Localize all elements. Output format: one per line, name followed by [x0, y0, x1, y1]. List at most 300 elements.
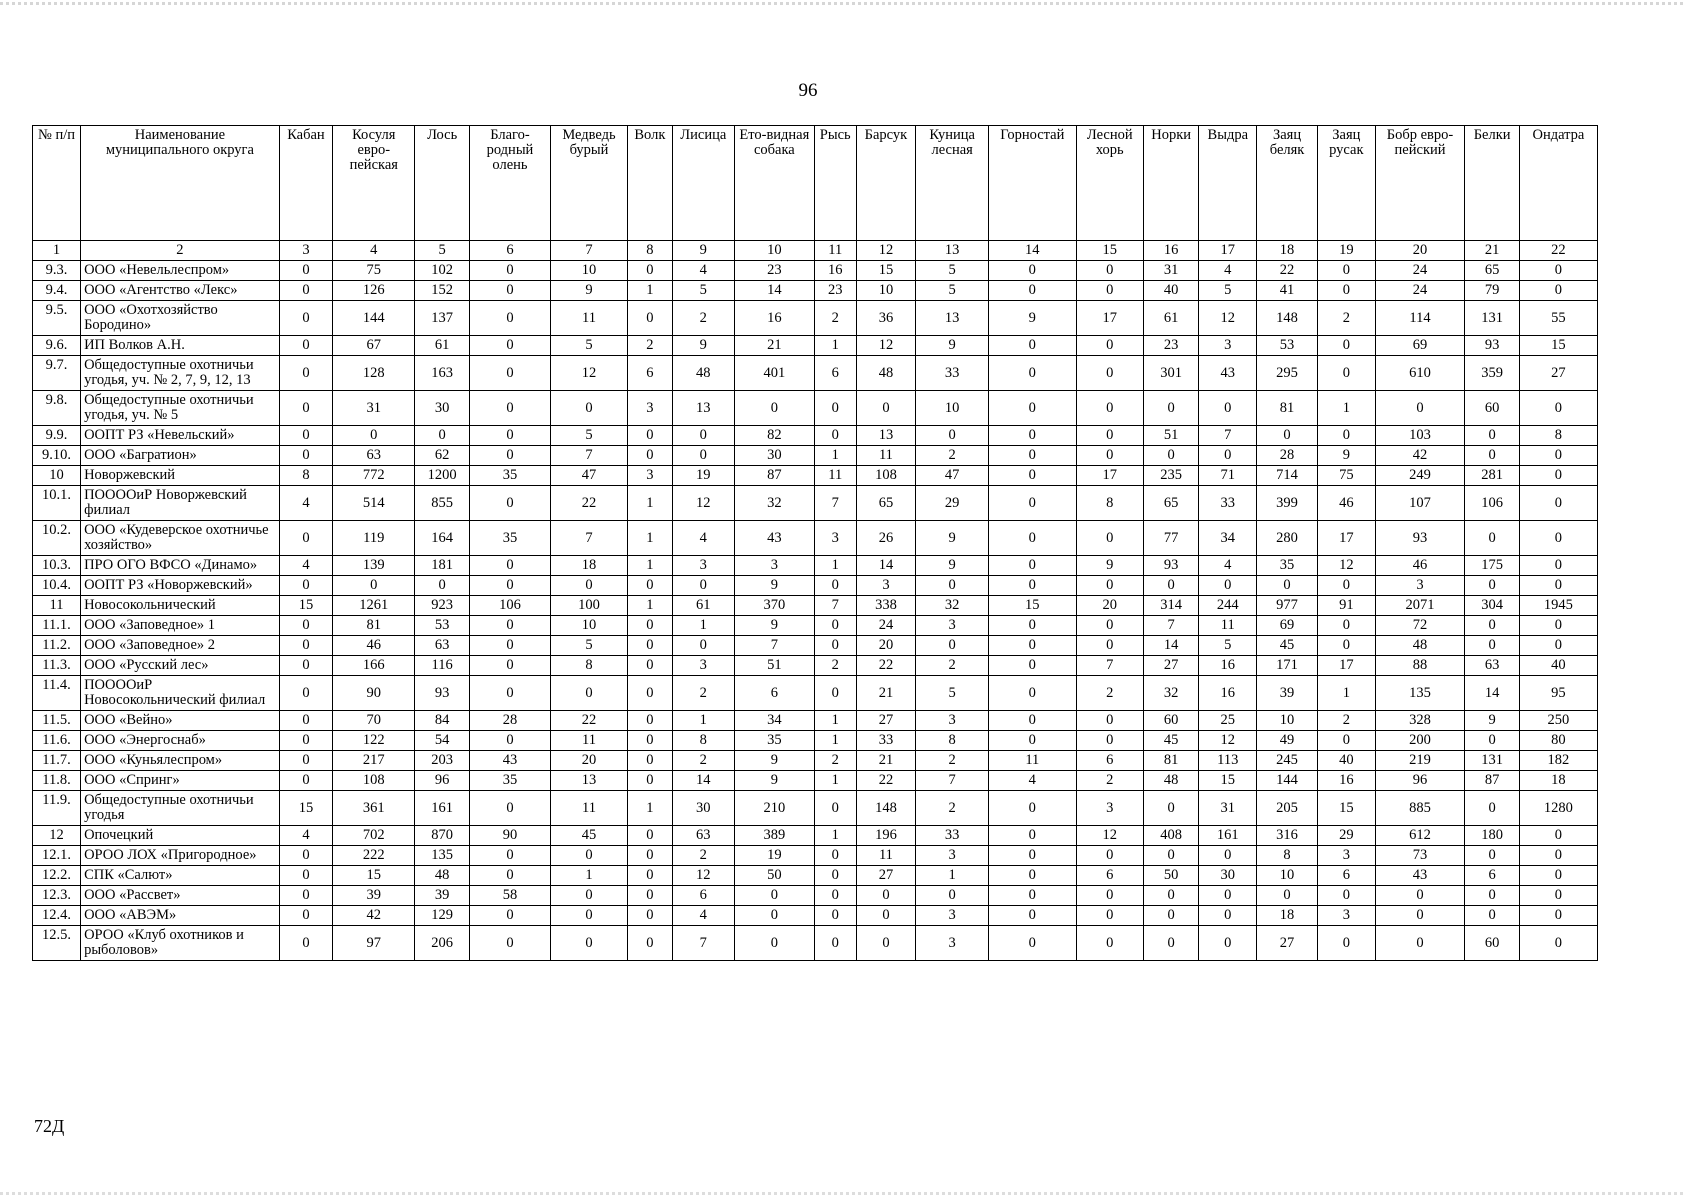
district-name-cell: Общедоступные охотничьи угодья, уч. № 2, 7, 9, 12, 13 [81, 356, 280, 391]
count-cell: 0 [279, 446, 332, 466]
count-cell: 22 [1257, 261, 1318, 281]
table-row [33, 486, 1598, 521]
count-cell: 0 [415, 426, 469, 446]
game-animal-count-table [32, 125, 1598, 961]
count-cell: 0 [814, 926, 856, 961]
count-cell: 0 [279, 731, 332, 751]
count-cell: 5 [1199, 281, 1257, 301]
count-cell: 0 [551, 906, 628, 926]
district-name-cell: ООО «Куньялеспром» [81, 751, 280, 771]
count-cell: 9 [1465, 711, 1519, 731]
district-name-cell: ООО «Рассвет» [81, 886, 280, 906]
count-cell: 102 [415, 261, 469, 281]
count-cell: 870 [415, 826, 469, 846]
count-cell: 1 [627, 521, 672, 556]
count-cell: 0 [814, 791, 856, 826]
count-cell: 122 [333, 731, 415, 751]
count-cell: 0 [469, 926, 550, 961]
count-cell: 0 [469, 301, 550, 336]
count-cell: 0 [1076, 906, 1143, 926]
row-index-cell: 11.6. [33, 731, 81, 751]
count-cell: 0 [627, 826, 672, 846]
count-cell: 32 [1143, 676, 1199, 711]
count-cell: 0 [469, 656, 550, 676]
count-cell: 0 [672, 636, 734, 656]
count-cell: 0 [551, 676, 628, 711]
count-cell: 53 [1257, 336, 1318, 356]
count-cell: 9 [1076, 556, 1143, 576]
count-cell: 24 [1375, 281, 1465, 301]
count-cell: 7 [672, 926, 734, 961]
count-cell: 0 [551, 576, 628, 596]
count-cell: 2 [916, 791, 989, 826]
count-cell: 0 [469, 676, 550, 711]
count-cell: 5 [551, 336, 628, 356]
column-header: Лесной хорь [1076, 126, 1143, 241]
count-cell: 12 [1318, 556, 1376, 576]
count-cell: 0 [1318, 426, 1376, 446]
row-index-cell: 11.9. [33, 791, 81, 826]
count-cell: 79 [1465, 281, 1519, 301]
district-name-cell: Общедоступные охотничьи угодья, уч. № 5 [81, 391, 280, 426]
count-cell: 32 [734, 486, 814, 521]
scan-edge-top [0, 2, 1686, 5]
column-number-row [33, 241, 1598, 261]
count-cell: 0 [469, 261, 550, 281]
count-cell: 0 [1257, 886, 1318, 906]
count-cell: 5 [551, 636, 628, 656]
district-name-cell: ООО «Кудеверское охотничье хозяйство» [81, 521, 280, 556]
count-cell: 0 [279, 301, 332, 336]
count-cell: 0 [1465, 906, 1519, 926]
count-cell: 33 [916, 356, 989, 391]
count-cell: 0 [627, 446, 672, 466]
count-cell: 16 [1318, 771, 1376, 791]
count-cell: 9 [916, 556, 989, 576]
count-cell: 0 [1199, 391, 1257, 426]
count-cell: 0 [672, 446, 734, 466]
count-cell: 11 [551, 731, 628, 751]
column-number-cell: 8 [627, 241, 672, 261]
column-header: Норки [1143, 126, 1199, 241]
count-cell: 1 [814, 731, 856, 751]
count-cell: 87 [734, 466, 814, 486]
count-cell: 0 [627, 676, 672, 711]
count-cell: 0 [1076, 576, 1143, 596]
scan-edge-bottom [0, 1192, 1686, 1195]
row-index-cell: 9.7. [33, 356, 81, 391]
count-cell: 0 [1375, 886, 1465, 906]
count-cell: 148 [856, 791, 916, 826]
count-cell: 0 [734, 926, 814, 961]
count-cell: 61 [415, 336, 469, 356]
count-cell: 0 [814, 676, 856, 711]
count-cell: 23 [1143, 336, 1199, 356]
count-cell: 0 [1519, 446, 1597, 466]
count-cell: 370 [734, 596, 814, 616]
count-cell: 135 [1375, 676, 1465, 711]
count-cell: 39 [415, 886, 469, 906]
count-cell: 0 [1076, 886, 1143, 906]
count-cell: 4 [279, 486, 332, 521]
count-cell: 15 [1199, 771, 1257, 791]
count-cell: 96 [1375, 771, 1465, 791]
count-cell: 3 [672, 556, 734, 576]
count-cell: 0 [279, 356, 332, 391]
count-cell: 22 [856, 656, 916, 676]
count-cell: 7 [916, 771, 989, 791]
count-cell: 8 [1257, 846, 1318, 866]
count-cell: 1945 [1519, 596, 1597, 616]
column-header: Заяц беляк [1257, 126, 1318, 241]
count-cell: 15 [989, 596, 1077, 616]
count-cell: 4 [279, 826, 332, 846]
count-cell: 58 [469, 886, 550, 906]
count-cell: 69 [1375, 336, 1465, 356]
count-cell: 4 [672, 261, 734, 281]
count-cell: 0 [989, 846, 1077, 866]
count-cell: 48 [1143, 771, 1199, 791]
count-cell: 0 [279, 751, 332, 771]
row-index-cell: 10 [33, 466, 81, 486]
count-cell: 11 [856, 846, 916, 866]
count-cell: 75 [1318, 466, 1376, 486]
count-cell: 46 [1375, 556, 1465, 576]
count-cell: 48 [856, 356, 916, 391]
count-cell: 108 [333, 771, 415, 791]
count-cell: 0 [279, 771, 332, 791]
count-cell: 4 [672, 906, 734, 926]
column-header: Ето-видная собака [734, 126, 814, 241]
count-cell: 0 [989, 466, 1077, 486]
count-cell: 0 [1199, 886, 1257, 906]
count-cell: 0 [1519, 556, 1597, 576]
count-cell: 9 [734, 616, 814, 636]
count-cell: 12 [856, 336, 916, 356]
count-cell: 33 [916, 826, 989, 846]
column-header: Лисица [672, 126, 734, 241]
count-cell: 35 [469, 466, 550, 486]
count-cell: 40 [1318, 751, 1376, 771]
count-cell: 6 [1465, 866, 1519, 886]
count-cell: 61 [1143, 301, 1199, 336]
count-cell: 0 [989, 281, 1077, 301]
count-cell: 0 [1519, 636, 1597, 656]
table-row [33, 906, 1598, 926]
count-cell: 0 [989, 676, 1077, 711]
count-cell: 5 [916, 676, 989, 711]
count-cell: 250 [1519, 711, 1597, 731]
count-cell: 1 [814, 771, 856, 791]
table-row [33, 711, 1598, 731]
count-cell: 30 [1199, 866, 1257, 886]
count-cell: 0 [1076, 336, 1143, 356]
count-cell: 36 [856, 301, 916, 336]
table-row [33, 521, 1598, 556]
count-cell: 3 [916, 906, 989, 926]
count-cell: 0 [1199, 906, 1257, 926]
count-cell: 4 [989, 771, 1077, 791]
count-cell: 15 [856, 261, 916, 281]
count-cell: 35 [734, 731, 814, 751]
column-number-cell: 22 [1519, 241, 1597, 261]
count-cell: 15 [333, 866, 415, 886]
count-cell: 0 [814, 846, 856, 866]
district-name-cell: ОРОО «Клуб охотников и рыболовов» [81, 926, 280, 961]
count-cell: 30 [734, 446, 814, 466]
count-cell: 148 [1257, 301, 1318, 336]
row-index-cell: 11 [33, 596, 81, 616]
count-cell: 0 [469, 866, 550, 886]
count-cell: 0 [1519, 261, 1597, 281]
count-cell: 0 [1318, 926, 1376, 961]
count-cell: 8 [1076, 486, 1143, 521]
count-cell: 8 [672, 731, 734, 751]
count-cell: 50 [734, 866, 814, 886]
count-cell: 0 [1076, 926, 1143, 961]
count-cell: 3 [1375, 576, 1465, 596]
table-row [33, 576, 1598, 596]
count-cell: 87 [1465, 771, 1519, 791]
column-number-cell: 17 [1199, 241, 1257, 261]
count-cell: 0 [1465, 616, 1519, 636]
count-cell: 0 [1465, 886, 1519, 906]
column-number-cell: 13 [916, 241, 989, 261]
column-number-cell: 5 [415, 241, 469, 261]
page-number: 96 [798, 80, 818, 101]
count-cell: 12 [551, 356, 628, 391]
count-cell: 19 [734, 846, 814, 866]
count-cell: 40 [1519, 656, 1597, 676]
column-header: Ондатра [1519, 126, 1597, 241]
count-cell: 31 [1199, 791, 1257, 826]
count-cell: 217 [333, 751, 415, 771]
row-index-cell: 12.1. [33, 846, 81, 866]
count-cell: 0 [1465, 791, 1519, 826]
count-cell: 0 [279, 711, 332, 731]
count-cell: 0 [1076, 426, 1143, 446]
table-body [33, 241, 1598, 961]
column-number-cell: 12 [856, 241, 916, 261]
count-cell: 27 [856, 711, 916, 731]
count-cell: 8 [916, 731, 989, 751]
count-cell: 6 [627, 356, 672, 391]
count-cell: 0 [1076, 521, 1143, 556]
count-cell: 107 [1375, 486, 1465, 521]
count-cell: 3 [672, 656, 734, 676]
count-cell: 2 [814, 751, 856, 771]
count-cell: 610 [1375, 356, 1465, 391]
count-cell: 314 [1143, 596, 1199, 616]
count-cell: 17 [1318, 656, 1376, 676]
count-cell: 14 [672, 771, 734, 791]
count-cell: 75 [333, 261, 415, 281]
count-cell: 0 [1318, 261, 1376, 281]
count-cell: 0 [1519, 866, 1597, 886]
count-cell: 93 [415, 676, 469, 711]
count-cell: 0 [1318, 731, 1376, 751]
district-name-cell: ПРО ОГО ВФСО «Динамо» [81, 556, 280, 576]
count-cell: 63 [1465, 656, 1519, 676]
count-cell: 63 [333, 446, 415, 466]
count-cell: 219 [1375, 751, 1465, 771]
count-cell: 0 [989, 711, 1077, 731]
count-cell: 0 [1318, 616, 1376, 636]
count-cell: 34 [734, 711, 814, 731]
count-cell: 361 [333, 791, 415, 826]
count-cell: 0 [1076, 711, 1143, 731]
column-number-cell: 20 [1375, 241, 1465, 261]
table-row [33, 336, 1598, 356]
row-index-cell: 11.7. [33, 751, 81, 771]
count-cell: 60 [1465, 926, 1519, 961]
count-cell: 0 [989, 866, 1077, 886]
count-cell: 91 [1318, 596, 1376, 616]
count-cell: 14 [856, 556, 916, 576]
count-cell: 0 [1143, 886, 1199, 906]
count-cell: 0 [1465, 576, 1519, 596]
count-cell: 81 [1257, 391, 1318, 426]
count-cell: 1 [814, 556, 856, 576]
count-cell: 295 [1257, 356, 1318, 391]
district-name-cell: ООО «Агентство «Лекс» [81, 281, 280, 301]
count-cell: 27 [1143, 656, 1199, 676]
row-index-cell: 9.10. [33, 446, 81, 466]
count-cell: 200 [1375, 731, 1465, 751]
count-cell: 4 [672, 521, 734, 556]
column-header: Лось [415, 126, 469, 241]
table-row [33, 446, 1598, 466]
count-cell: 2071 [1375, 596, 1465, 616]
count-cell: 0 [989, 426, 1077, 446]
count-cell: 1 [627, 281, 672, 301]
count-cell: 399 [1257, 486, 1318, 521]
count-cell: 1 [672, 616, 734, 636]
count-cell: 42 [333, 906, 415, 926]
count-cell: 0 [989, 826, 1077, 846]
count-cell: 90 [469, 826, 550, 846]
count-cell: 0 [627, 846, 672, 866]
count-cell: 0 [1076, 616, 1143, 636]
count-cell: 0 [1318, 281, 1376, 301]
count-cell: 0 [989, 636, 1077, 656]
count-cell: 2 [672, 301, 734, 336]
count-cell: 206 [415, 926, 469, 961]
count-cell: 0 [1076, 281, 1143, 301]
count-cell: 235 [1143, 466, 1199, 486]
count-cell: 182 [1519, 751, 1597, 771]
count-cell: 0 [814, 886, 856, 906]
count-cell: 8 [551, 656, 628, 676]
count-cell: 48 [415, 866, 469, 886]
count-cell: 0 [469, 731, 550, 751]
count-cell: 131 [1465, 301, 1519, 336]
count-cell: 24 [1375, 261, 1465, 281]
count-cell: 0 [1519, 926, 1597, 961]
count-cell: 88 [1375, 656, 1465, 676]
count-cell: 6 [1318, 866, 1376, 886]
count-cell: 62 [415, 446, 469, 466]
count-cell: 0 [1143, 846, 1199, 866]
district-name-cell: ООО «Заповедное» 2 [81, 636, 280, 656]
count-cell: 514 [333, 486, 415, 521]
count-cell: 116 [415, 656, 469, 676]
count-cell: 2 [672, 846, 734, 866]
row-index-cell: 11.2. [33, 636, 81, 656]
row-index-cell: 10.2. [33, 521, 81, 556]
count-cell: 40 [1143, 281, 1199, 301]
count-cell: 772 [333, 466, 415, 486]
count-cell: 301 [1143, 356, 1199, 391]
count-cell: 77 [1143, 521, 1199, 556]
count-cell: 0 [814, 866, 856, 886]
count-cell: 0 [734, 391, 814, 426]
table-row [33, 301, 1598, 336]
count-cell: 21 [856, 676, 916, 711]
count-cell: 338 [856, 596, 916, 616]
count-cell: 81 [1143, 751, 1199, 771]
count-cell: 35 [469, 771, 550, 791]
count-cell: 144 [333, 301, 415, 336]
row-index-cell: 12.4. [33, 906, 81, 926]
count-cell: 15 [279, 791, 332, 826]
count-cell: 61 [672, 596, 734, 616]
table-row [33, 771, 1598, 791]
count-cell: 48 [672, 356, 734, 391]
count-cell: 70 [333, 711, 415, 731]
column-number-cell: 14 [989, 241, 1077, 261]
count-cell: 39 [333, 886, 415, 906]
count-cell: 65 [1143, 486, 1199, 521]
count-cell: 0 [1318, 576, 1376, 596]
count-cell: 93 [1143, 556, 1199, 576]
count-cell: 0 [1143, 391, 1199, 426]
count-cell: 7 [551, 521, 628, 556]
table-row [33, 391, 1598, 426]
count-cell: 13 [856, 426, 916, 446]
column-header: Заяц русак [1318, 126, 1376, 241]
count-cell: 885 [1375, 791, 1465, 826]
count-cell: 0 [333, 426, 415, 446]
count-cell: 1 [916, 866, 989, 886]
count-cell: 0 [627, 906, 672, 926]
count-cell: 12 [1199, 731, 1257, 751]
count-cell: 7 [814, 596, 856, 616]
column-header: Косуля евро-пейская [333, 126, 415, 241]
column-number-cell: 11 [814, 241, 856, 261]
column-header: Благо-родный олень [469, 126, 550, 241]
count-cell: 0 [814, 576, 856, 596]
count-cell: 9 [916, 521, 989, 556]
district-name-cell: ООО «АВЭМ» [81, 906, 280, 926]
count-cell: 46 [1318, 486, 1376, 521]
count-cell: 45 [551, 826, 628, 846]
column-number-cell: 18 [1257, 241, 1318, 261]
count-cell: 5 [916, 261, 989, 281]
count-cell: 9 [734, 751, 814, 771]
count-cell: 1 [627, 596, 672, 616]
count-cell: 8 [1519, 426, 1597, 446]
count-cell: 27 [856, 866, 916, 886]
count-cell: 714 [1257, 466, 1318, 486]
row-index-cell: 11.1. [33, 616, 81, 636]
column-number-cell: 9 [672, 241, 734, 261]
count-cell: 0 [1519, 281, 1597, 301]
count-cell: 0 [469, 616, 550, 636]
count-cell: 12 [1076, 826, 1143, 846]
count-cell: 181 [415, 556, 469, 576]
count-cell: 137 [415, 301, 469, 336]
